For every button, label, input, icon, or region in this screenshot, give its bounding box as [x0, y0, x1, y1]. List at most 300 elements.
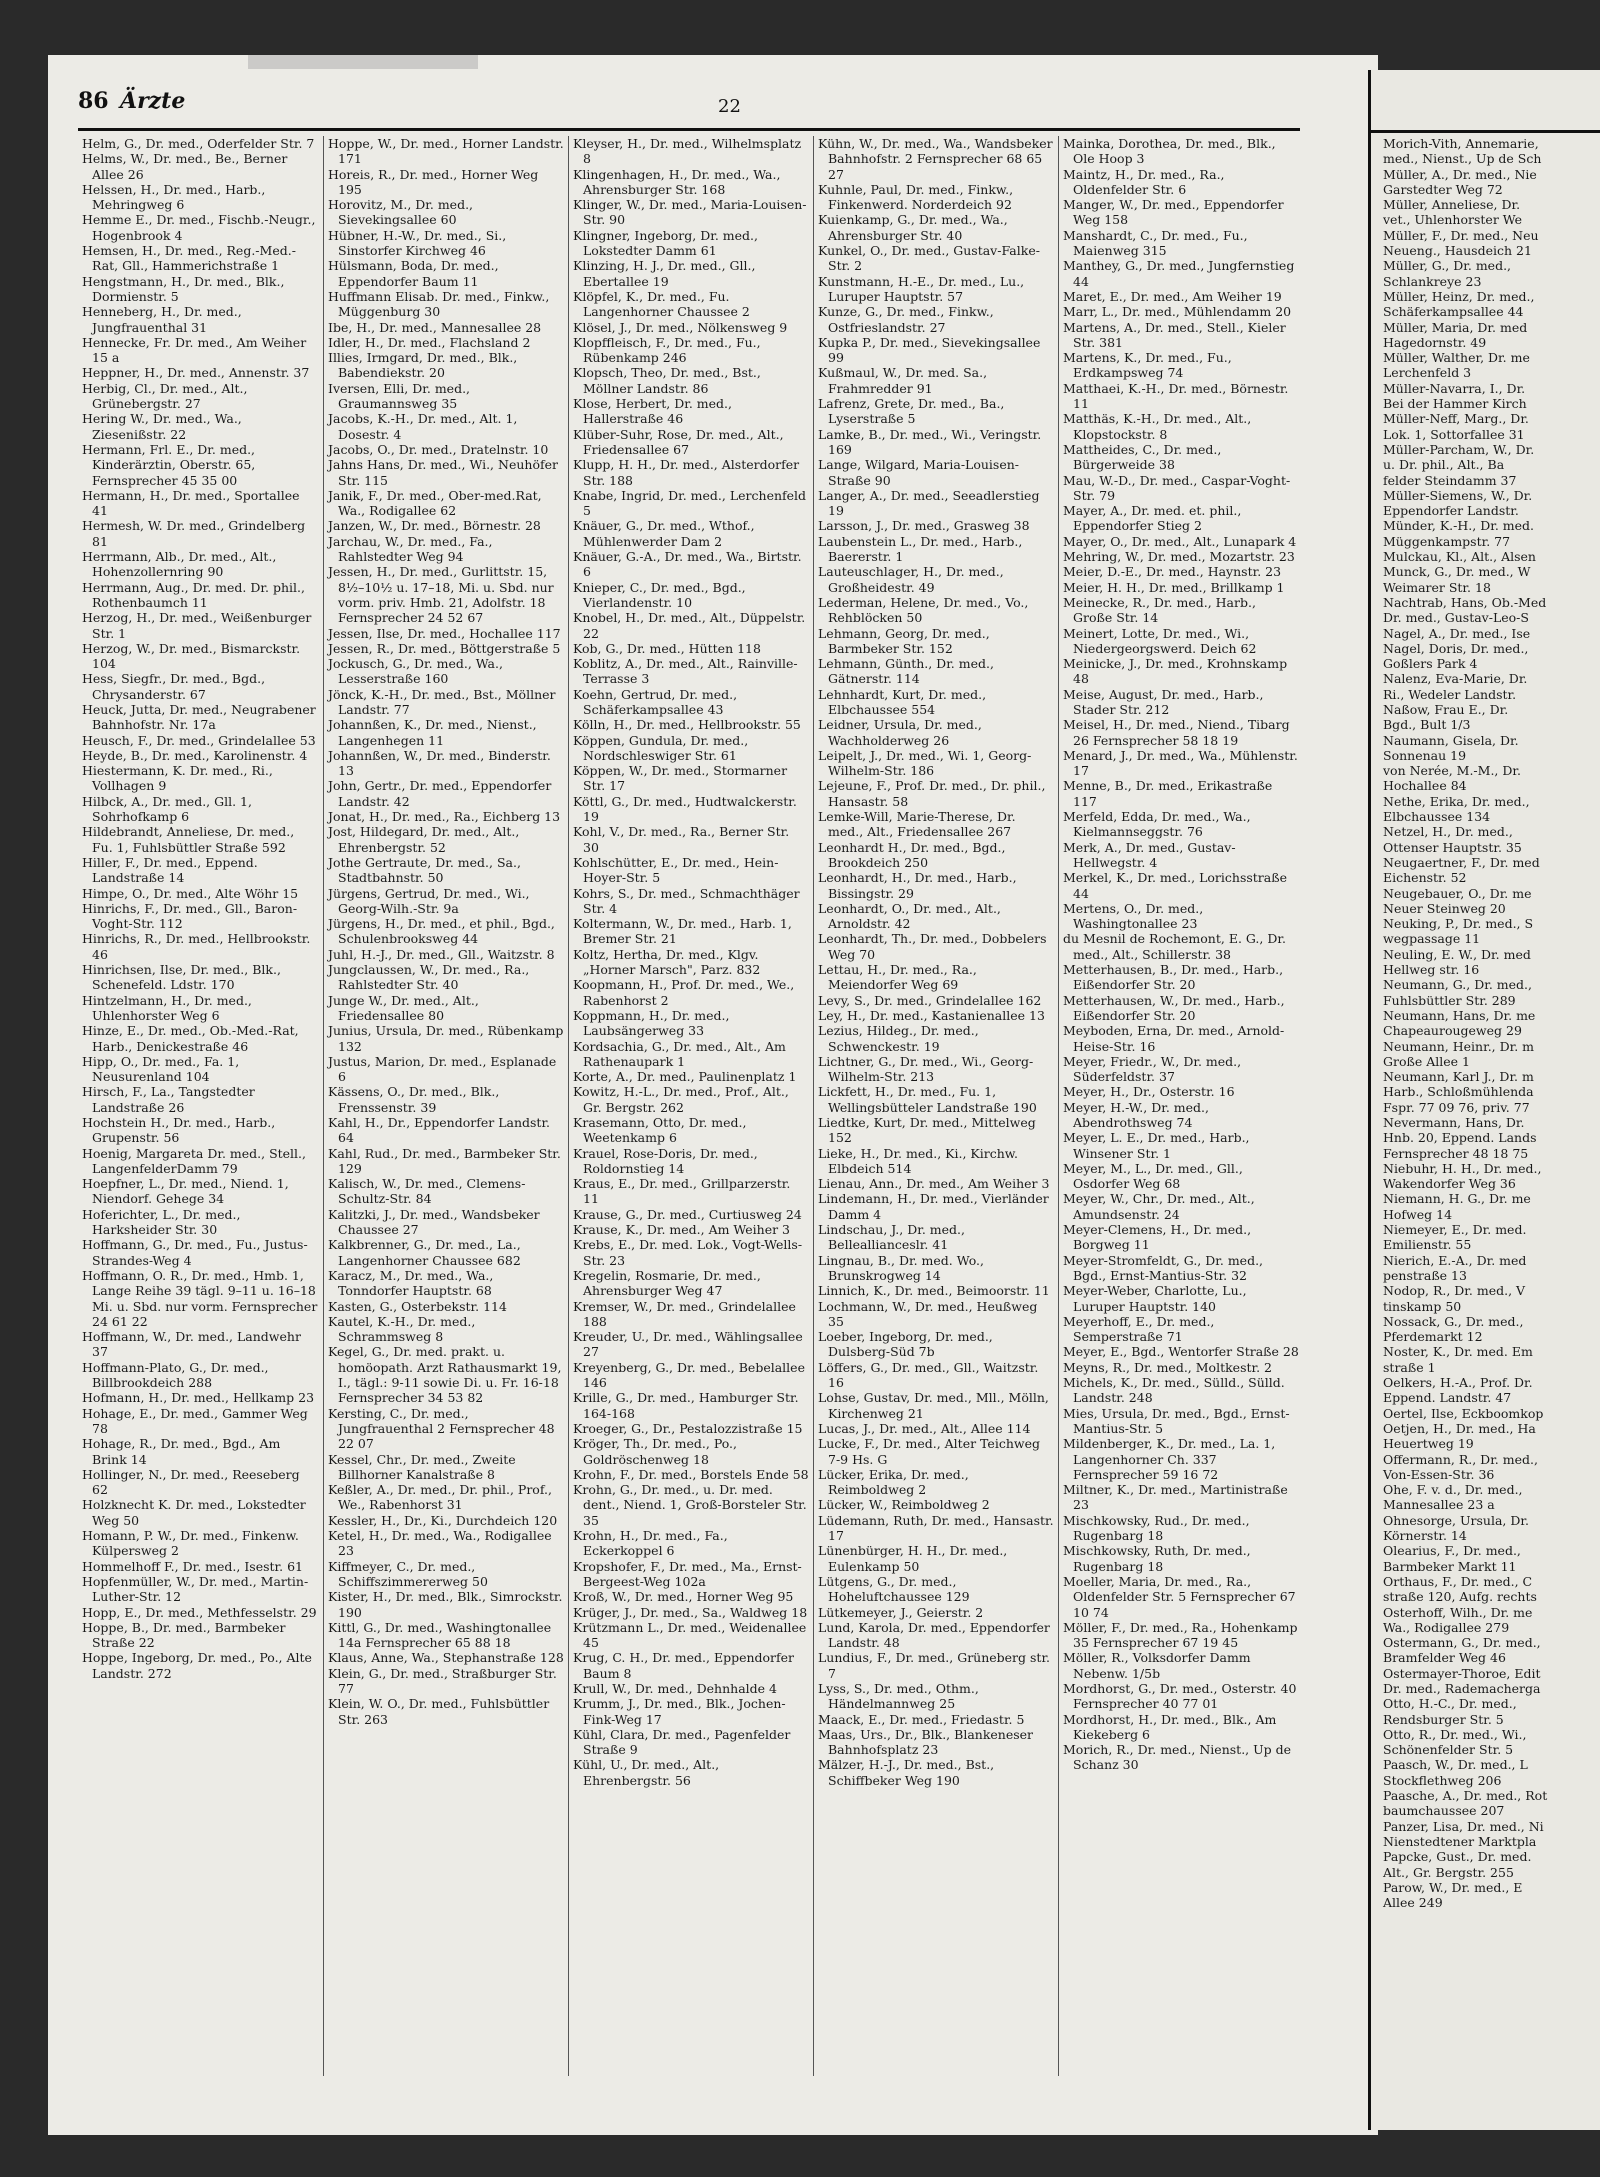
next-page-entry: Sonnenau 19	[1383, 747, 1467, 763]
next-page-entry: Otto, H.-C., Dr. med.,	[1383, 1696, 1517, 1712]
directory-entry: Jessen, Ilse, Dr. med., Hochallee 117	[328, 625, 561, 641]
directory-entry: Krug, C. H., Dr. med., Eppendorfer Baum 8	[573, 1650, 795, 1681]
section-title: Ärzte	[120, 88, 186, 114]
next-page-entry: Allee 249	[1383, 1895, 1443, 1911]
next-page-entry: Münder, K.-H., Dr. med.	[1383, 518, 1535, 534]
directory-entry: Kegel, G., Dr. med. prakt. u. homöopath. Arzt Rathausmarkt 19, I., tägl.: 9-11 sowie Di. u. Fr. 16-18 Fernsprecher 34 53 82	[328, 1344, 562, 1406]
directory-entry: Kroß, W., Dr. med., Horner Weg 95	[573, 1589, 794, 1605]
directory-entry: Kittl, G., Dr. med., Washingtonallee 14a Fernsprecher 65 88 18	[328, 1619, 552, 1651]
directory-entry: Lingnau, B., Dr. med. Wo., Brunskrogweg 14	[818, 1252, 984, 1283]
directory-entry: Krebs, E., Dr. med. Lok., Vogt-Wells-Str. 23	[573, 1237, 803, 1268]
directory-entry: Janik, F., Dr. med., Ober-med.Rat, Wa., Rodigallee 62	[328, 487, 542, 519]
next-page-entry: Neumann, Hans, Dr. me	[1383, 1007, 1536, 1023]
next-page-entry: Garstedter Weg 72	[1383, 181, 1503, 197]
directory-entry: Jürgens, Gertrud, Dr. med., Wi., Georg-Wilh.-Str. 9a	[328, 885, 530, 916]
next-page-entry: Emilienstr. 55	[1383, 1237, 1472, 1253]
next-page-entry: Müller-Siemens, W., Dr.	[1383, 487, 1533, 503]
directory-entry: Horovitz, M., Dr. med., Sievekingsallee 60	[328, 197, 474, 228]
directory-entry: Klingenhagen, H., Dr. med., Wa., Ahrensburger Str. 168	[573, 166, 781, 197]
next-page-entry: Oelkers, H.-A., Prof. Dr.	[1383, 1375, 1533, 1391]
directory-entry: Jönck, K.-H., Dr. med., Bst., Möllner Landstr. 77	[328, 686, 556, 717]
next-page-entry: Große Allee 1	[1383, 1053, 1470, 1069]
directory-entry: Mainka, Dorothea, Dr. med., Blk., Ole Hoop 3	[1063, 136, 1276, 167]
directory-entry: Lochmann, W., Dr. med., Heußweg 35	[818, 1298, 1038, 1329]
directory-entry: Hemme E., Dr. med., Fischb.-Neugr., Hogenbrook 4	[82, 212, 316, 243]
next-page-entry: Müggenkampstr. 77	[1383, 533, 1511, 549]
directory-entry: Klopsch, Theo, Dr. med., Bst., Möllner Landstr. 86	[573, 365, 761, 396]
directory-entry: Hoffmann-Plato, G., Dr. med., Billbrookdeich 288	[82, 1359, 269, 1391]
directory-entry: Hollinger, N., Dr. med., Reeseberg 62	[82, 1466, 300, 1498]
next-page-strip	[1368, 70, 1600, 2130]
directory-entry: Kessel, Chr., Dr. med., Zweite Billhorner Kanalstraße 8	[328, 1451, 516, 1482]
directory-entry: Mayer, O., Dr. med., Alt., Lunapark 4	[1063, 533, 1297, 549]
directory-entry: Klinger, W., Dr. med., Maria-Louisen-Str. 90	[573, 197, 807, 228]
directory-entry: Henneberg, H., Dr. med., Jungfrauenthal 31	[82, 304, 242, 335]
next-page-entry: Nodop, R., Dr. med., V	[1383, 1283, 1526, 1299]
directory-entry: Leipelt, J., Dr. med., Wi. 1, Georg-Wilhelm-Str. 186	[818, 747, 1032, 779]
directory-entry: Hopfenmüller, W., Dr. med., Martin-Luther-Str. 12	[82, 1573, 309, 1605]
next-page-entry: Bgd., Bult 1/3	[1383, 717, 1471, 733]
directory-entry: Menard, J., Dr. med., Wa., Mühlenstr. 17	[1063, 747, 1298, 779]
directory-entry: Kuienkamp, G., Dr. med., Wa., Ahrensburger Str. 40	[818, 212, 1008, 243]
directory-entry: Hoffmann, G., Dr. med., Fu., Justus-Strandes-Weg 4	[82, 1237, 308, 1268]
directory-entry: Ibe, H., Dr. med., Mannesallee 28	[328, 319, 542, 335]
directory-entry: Matthaei, K.-H., Dr. med., Börnestr. 11	[1063, 380, 1289, 412]
directory-entry: Lehmann, Georg, Dr. med., Barmbeker Str. 152	[818, 625, 990, 656]
column-3	[568, 136, 809, 2076]
next-page-entry: Rendsburger Str. 5	[1383, 1711, 1504, 1727]
next-page-entry: felder Steindamm 37	[1383, 472, 1517, 488]
directory-entry: Kühn, W., Dr. med., Wa., Wandsbeker Bahnhofstr. 2 Fernsprecher 68 65 27	[818, 136, 1053, 182]
directory-entry: Meyer, H.-W., Dr. med., Abendrothsweg 74	[1063, 1099, 1209, 1130]
directory-entry: Kohrs, S., Dr. med., Schmachthäger Str. 4	[573, 885, 800, 916]
next-page-entry: Goßlers Park 4	[1383, 656, 1478, 672]
next-page-entry: Pferdemarkt 12	[1383, 1329, 1483, 1345]
directory-entry: Kiffmeyer, C., Dr. med., Schiffszimmererweg 50	[328, 1558, 488, 1589]
directory-entry: Hinze, E., Dr. med., Ob.-Med.-Rat, Harb., Denickestraße 46	[82, 1023, 299, 1054]
directory-entry: Hinrichsen, Ilse, Dr. med., Blk., Schenefeld. Ldstr. 170	[82, 962, 281, 993]
directory-entry: Hochstein H., Dr. med., Harb., Grupenstr. 56	[82, 1115, 276, 1146]
directory-entry: Kalkbrenner, G., Dr. med., La., Langenhorner Chaussee 682	[328, 1237, 521, 1268]
next-page-entry: Lerchenfeld 3	[1383, 365, 1472, 381]
directory-entry: Hermann, H., Dr. med., Sportallee 41	[82, 487, 300, 519]
directory-entry: Lund, Karola, Dr. med., Eppendorfer Landstr. 48	[818, 1619, 1050, 1651]
directory-entry: Lafrenz, Grete, Dr. med., Ba., Lyserstraße 5	[818, 396, 1005, 427]
directory-entry: Helm, G., Dr. med., Oderfelder Str. 7	[82, 136, 315, 151]
directory-entry: Leonhardt, H., Dr. med., Harb., Bissingstr. 29	[818, 870, 1017, 901]
column-2	[323, 136, 564, 2076]
directory-entry: Langer, A., Dr. med., Seeadlerstieg 19	[818, 487, 1040, 519]
next-page-entry: Stockflethweg 206	[1383, 1772, 1502, 1788]
next-page-entry: Mulckau, Kl., Alt., Alsen	[1383, 549, 1536, 565]
directory-entry: Klein, G., Dr. med., Straßburger Str. 77	[328, 1665, 557, 1696]
next-page-entry: Schlankreye 23	[1383, 273, 1482, 289]
directory-entry: Lauteuschlager, H., Dr. med., Großheidestr. 49	[818, 564, 1004, 595]
directory-entry: Herbig, Cl., Dr. med., Alt., Grünebergstr. 27	[82, 380, 248, 412]
next-page-entry: Nalenz, Eva-Marie, Dr.	[1383, 671, 1528, 687]
next-page-entry: Parow, W., Dr. med., E	[1383, 1879, 1523, 1895]
directory-entry: Lücker, W., Reimboldweg 2	[818, 1497, 990, 1513]
directory-entry: Hermann, Frl. E., Dr. med., Kinderärztin, Oberstr. 65, Fernsprecher 45 35 00	[82, 441, 256, 488]
scan-artifact	[248, 55, 478, 69]
directory-entry: Hohage, E., Dr. med., Gammer Weg 78	[82, 1405, 308, 1436]
directory-entry: Koehn, Gertrud, Dr. med., Schäferkampsallee 43	[573, 686, 738, 717]
directory-entry: Merk, A., Dr. med., Gustav-Hellwegstr. 4	[1063, 839, 1236, 870]
directory-entry: Himpe, O., Dr. med., Alte Wöhr 15	[82, 885, 299, 901]
directory-entry: Knäuer, G.-A., Dr. med., Wa., Birtstr. 6	[573, 549, 802, 580]
directory-entry: Koopmann, H., Prof. Dr. med., We., Rabenhorst 2	[573, 977, 795, 1008]
directory-entry: Knäuer, G., Dr. med., Wthof., Mühlenwerder Dam 2	[573, 518, 755, 549]
next-page-entry: Ostermayer-Thoroe, Edit	[1383, 1665, 1541, 1681]
directory-entry: Hering W., Dr. med., Wa., Ziesenißstr. 22	[82, 411, 242, 442]
directory-entry: Liedtke, Kurt, Dr. med., Mittelweg 152	[818, 1115, 1036, 1146]
next-page-entry: Oertel, Ilse, Eckboomkop	[1383, 1405, 1544, 1421]
next-page-entry: Dr. med., Rademacherga	[1383, 1680, 1541, 1696]
next-page-entry: Nevermann, Hans, Dr.	[1383, 1115, 1525, 1130]
directory-entry: Kropshofer, F., Dr. med., Ma., Ernst-Bergeest-Weg 102a	[573, 1558, 802, 1589]
next-page-entry: Otto, R., Dr. med., Wi.,	[1383, 1726, 1527, 1742]
next-page-entry: Eppendorfer Landstr.	[1383, 503, 1519, 519]
next-page-entry: Paasch, W., Dr. med., L	[1383, 1757, 1528, 1773]
column-5	[1058, 136, 1299, 2076]
directory-entry: Heppner, H., Dr. med., Annenstr. 37	[82, 365, 310, 381]
directory-entry: Kessler, H., Dr., Ki., Durchdeich 120	[328, 1512, 558, 1528]
next-page-entry: Fuhlsbüttler Str. 289	[1383, 992, 1516, 1008]
directory-entry: Morich, R., Dr. med., Nienst., Up de Schanz 30	[1063, 1742, 1292, 1773]
directory-entry: Meier, H. H., Dr. med., Brillkamp 1	[1063, 579, 1285, 595]
directory-entry: Mordhorst, H., Dr. med., Blk., Am Kiekeberg 6	[1063, 1711, 1277, 1742]
directory-entry: Mertens, O., Dr. med., Washingtonallee 23	[1063, 900, 1204, 932]
directory-entry: Hohage, R., Dr. med., Bgd., Am Brink 14	[82, 1436, 281, 1467]
directory-entry: Manshardt, C., Dr. med., Fu., Maienweg 315	[1063, 227, 1248, 259]
directory-entry: Krauel, Rose-Doris, Dr. med., Roldornstieg 14	[573, 1145, 758, 1176]
directory-entry: Kowitz, H.-L., Dr. med., Prof., Alt., Gr. Bergstr. 262	[573, 1084, 789, 1115]
next-page-entry: Barmbeker Markt 11	[1383, 1558, 1517, 1574]
next-page-entry: med., Nienst., Up de Sch	[1383, 151, 1542, 167]
directory-entry: Jessen, H., Dr. med., Gurlittstr. 15, 8½–10½ u. 17–18, Mi. u. Sbd. nur vorm. priv. Hmb. 21, Adolfstr. 18 Fernsprecher 24 52 67	[328, 564, 554, 626]
directory-entry: Maack, E., Dr. med., Friedastr. 5	[818, 1711, 1025, 1727]
page-number: 86	[78, 88, 109, 114]
directory-entry: Meyer, Friedr., W., Dr. med., Süderfeldstr. 37	[1063, 1053, 1242, 1085]
directory-entry: Klein, W. O., Dr. med., Fuhlsbüttler Str. 263	[328, 1696, 550, 1727]
next-page-entry: Ottenser Hauptstr. 35	[1383, 839, 1522, 855]
directory-entry: Matthäs, K.-H., Dr. med., Alt., Klopstockstr. 8	[1063, 411, 1252, 442]
directory-entry: Köttl, G., Dr. med., Hudtwalckerstr. 19	[573, 793, 797, 825]
column-4	[813, 136, 1054, 2076]
next-page-entry: Lok. 1, Sottorfallee 31	[1383, 426, 1525, 442]
directory-entry: Kob, G., Dr. med., Hütten 118	[573, 640, 761, 656]
next-page-entry: Paasche, A., Dr. med., Rot	[1383, 1788, 1548, 1804]
directory-entry: Justus, Marion, Dr. med., Esplanade 6	[328, 1053, 557, 1085]
next-page-entry: Ohe, F. v. d., Dr. med.,	[1383, 1482, 1523, 1498]
directory-entry: Meyer, E., Bgd., Wentorfer Straße 28	[1063, 1344, 1299, 1360]
directory-entry: Jacobs, O., Dr. med., Dratelnstr. 10	[328, 441, 549, 457]
next-page-entry: Nethe, Erika, Dr. med.,	[1383, 793, 1530, 809]
directory-entry: Levy, S., Dr. med., Grindelallee 162	[818, 992, 1042, 1008]
directory-entry: Jürgens, H., Dr. med., et phil., Bgd., Schulenbrooksweg 44	[328, 916, 555, 947]
directory-entry: Lundius, F., Dr. med., Grüneberg str. 7	[818, 1650, 1051, 1681]
directory-entry: Köppen, Gundula, Dr. med., Nordschleswiger Str. 61	[573, 732, 749, 763]
next-page-entry: Neueng., Hausdeich 21	[1383, 243, 1532, 259]
directory-entry: Jacobs, K.-H., Dr. med., Alt. 1, Dosestr. 4	[328, 411, 518, 442]
directory-entry: Lezius, Hildeg., Dr. med., Schwenckestr. 19	[818, 1023, 979, 1054]
directory-entry: Klinzing, H. J., Dr. med., Gll., Ebertallee 19	[573, 258, 756, 289]
next-page-entry: Ohnesorge, Ursula, Dr.	[1383, 1512, 1529, 1528]
directory-entry: Lange, Wilgard, Maria-Louisen-Straße 90	[818, 457, 1020, 488]
directory-entry: Lücker, Erika, Dr. med., Reimboldweg 2	[818, 1466, 969, 1498]
directory-entry: Lejeune, F., Prof. Dr. med., Dr. phil., Hansastr. 58	[818, 778, 1046, 809]
directory-entry: Klopffleisch, F., Dr. med., Fu., Rübenkamp 246	[573, 334, 761, 366]
directory-entry: Heusch, F., Dr. med., Grindelallee 53	[82, 732, 316, 748]
next-page-entry: Nagel, A., Dr. med., Ise	[1383, 625, 1531, 641]
column-1	[78, 136, 318, 2076]
directory-entry: Idler, H., Dr. med., Flachsland 2	[328, 334, 531, 350]
next-page-entry: Fernsprecher 48 18 75	[1383, 1145, 1529, 1161]
directory-entry: Kroeger, G., Dr., Pestalozzistraße 15	[573, 1420, 803, 1436]
directory-entry: Meyer-Clemens, H., Dr. med., Borgweg 11	[1063, 1222, 1252, 1253]
directory-entry: Mattheides, C., Dr. med., Bürgerweide 38	[1063, 441, 1222, 473]
directory-entry: Jockusch, G., Dr. med., Wa., Lesserstraße 160	[328, 656, 503, 687]
next-page-entry: Neumann, G., Dr. med.,	[1383, 977, 1532, 993]
directory-entry: Jungclaussen, W., Dr. med., Ra., Rahlstedter Str. 40	[328, 962, 530, 993]
next-page-entry: Panzer, Lisa, Dr. med., Ni	[1383, 1818, 1544, 1834]
directory-entry: Löffers, G., Dr. med., Gll., Waitzstr. 16	[818, 1359, 1039, 1391]
directory-entry: Herrmann, Alb., Dr. med., Alt., Hohenzollernring 90	[82, 549, 277, 580]
directory-entry: Hildebrandt, Anneliese, Dr. med., Fu. 1, Fuhlsbüttler Straße 592	[82, 824, 295, 855]
directory-entry: Hintzelmann, H., Dr. med., Uhlenhorster Weg 6	[82, 992, 252, 1023]
next-page-entry: Müller-Navarra, I., Dr.	[1383, 380, 1526, 396]
next-page-entry: Naßow, Frau E., Dr.	[1383, 701, 1509, 717]
directory-entry: Krause, G., Dr. med., Curtiusweg 24	[573, 1206, 802, 1222]
directory-entry: Hopp, E., Dr. med., Methfesselstr. 29	[82, 1604, 317, 1620]
next-page-entry: Neuling, E. W., Dr. med	[1383, 946, 1531, 962]
directory-entry: Lindschau, J., Dr. med., Belleallianceslr. 41	[818, 1222, 965, 1253]
next-page-entry: Hochallee 84	[1383, 778, 1467, 794]
directory-entry: Hermesh, W. Dr. med., Grindelberg 81	[82, 518, 306, 549]
directory-entry: Johannßen, K., Dr. med., Nienst., Langenhegen 11	[328, 717, 537, 748]
directory-entry: Martens, K., Dr. med., Fu., Erdkampsweg 74	[1063, 350, 1232, 381]
next-page-entry: Neumann, Heinr., Dr. m	[1383, 1038, 1535, 1054]
directory-entry: Heyde, B., Dr. med., Karolinenstr. 4	[82, 747, 308, 763]
directory-entry: Kunstmann, H.-E., Dr. med., Lu., Luruper Hauptstr. 57	[818, 273, 1025, 304]
next-page-entry: Nossack, G., Dr. med.,	[1383, 1313, 1524, 1329]
directory-entry: Illies, Irmgard, Dr. med., Blk., Babendiekstr. 20	[328, 350, 518, 381]
next-page-entry: Weimarer Str. 18	[1383, 579, 1491, 595]
directory-entry: Iversen, Elli, Dr. med., Graumannsweg 35	[328, 380, 471, 412]
next-page-entry: Harb., Schloßmühlenda	[1383, 1084, 1534, 1100]
directory-entry: Leidner, Ursula, Dr. med., Wachholderweg 26	[818, 717, 982, 748]
directory-entry: Leonhardt, Th., Dr. med., Dobbelers Weg 70	[818, 931, 1047, 962]
directory-entry: Lehmann, Günth., Dr. med., Gätnerstr. 114	[818, 656, 994, 687]
directory-entry: Metterhausen, B., Dr. med., Harb., Eißendorfer Str. 20	[1063, 962, 1284, 993]
directory-entry: Hiller, F., Dr. med., Eppend. Landstraße 14	[82, 854, 258, 886]
directory-entry: Kässens, O., Dr. med., Blk., Frenssenstr. 39	[328, 1084, 500, 1115]
directory-entry: Meinicke, J., Dr. med., Krohnskamp 48	[1063, 656, 1288, 687]
next-page-entry: Müller, A., Dr. med., Nie	[1383, 166, 1537, 182]
next-page-entry: Elbchaussee 134	[1383, 809, 1491, 825]
directory-entry: Miltner, K., Dr. med., Martinistraße 23	[1063, 1482, 1288, 1513]
directory-entry: Michels, K., Dr. med., Sülld., Sülld. Landstr. 248	[1063, 1375, 1285, 1406]
directory-entry: Hiestermann, K. Dr. med., Ri., Vollhagen 9	[82, 763, 273, 794]
next-page-entry: Hnb. 20, Eppend. Lands	[1383, 1130, 1537, 1146]
next-page-entry: Alt., Gr. Bergstr. 255	[1383, 1864, 1514, 1880]
directory-entry: Kölln, H., Dr. med., Hellbrookstr. 55	[573, 717, 801, 733]
directory-entry: Leonhardt, O., Dr. med., Alt., Arnoldstr. 42	[818, 900, 1001, 932]
directory-entry: Hengstmann, H., Dr. med., Blk., Dormienstr. 5	[82, 273, 285, 304]
next-page-entry: straße 1	[1383, 1359, 1436, 1375]
directory-entry: Knabe, Ingrid, Dr. med., Lerchenfeld 5	[573, 487, 807, 519]
directory-entry: du Mesnil de Rochemont, E. G., Dr. med., Alt., Schillerstr. 38	[1063, 931, 1286, 962]
directory-entry: Lohse, Gustav, Dr. med., Mll., Mölln, Kirchenweg 21	[818, 1390, 1049, 1421]
directory-entry: Karacz, M., Dr. med., Wa., Tonndorfer Hauptstr. 68	[328, 1267, 494, 1299]
directory-entry: Martens, A., Dr. med., Stell., Kieler Str. 381	[1063, 319, 1286, 350]
directory-entry: Lyss, S., Dr. med., Othm., Händelmannweg 25	[818, 1680, 979, 1712]
next-page-entry: Olearius, F., Dr. med.,	[1383, 1543, 1521, 1559]
directory-entry: Kohl, V., Dr. med., Ra., Berner Str. 30	[573, 824, 790, 855]
directory-entry: Kühl, U., Dr. med., Alt., Ehrenbergstr. 56	[573, 1757, 720, 1788]
directory-entry: Lünenbürger, H. H., Dr. med., Eulenkamp 50	[818, 1543, 1008, 1574]
directory-entry: Hoffmann, O. R., Dr. med., Hmb. 1, Lange Reihe 39 tägl. 9–11 u. 16–18 Mi. u. Sbd. nur vorm. Fernsprecher 24 61 22	[82, 1267, 318, 1329]
directory-entry: Kraus, E., Dr. med., Grillparzerstr. 11	[573, 1176, 791, 1207]
directory-entry: Holzknecht K. Dr. med., Lokstedter Weg 50	[82, 1497, 306, 1528]
directory-entry: Lamke, B., Dr. med., Wi., Veringstr. 169	[818, 426, 1042, 457]
directory-entry: Hofmann, H., Dr. med., Hellkamp 23	[82, 1390, 315, 1406]
directory-entry: Merkel, K., Dr. med., Lorichsstraße 44	[1063, 870, 1287, 901]
next-page-entry: Eichenstr. 52	[1383, 870, 1467, 886]
next-page-entry: Nienstedtener Marktpla	[1383, 1833, 1537, 1849]
next-page-entry: Müller, F., Dr. med., Neu	[1383, 227, 1539, 243]
directory-entry: Maret, E., Dr. med., Am Weiher 19	[1063, 288, 1282, 304]
directory-entry: Hoenig, Margareta Dr. med., Stell., LangenfelderDamm 79	[82, 1145, 306, 1176]
directory-entry: Hinrichs, R., Dr. med., Hellbrookstr. 46	[82, 931, 311, 962]
directory-entry: Lieke, H., Dr. med., Ki., Kirchw. Elbdeich 514	[818, 1145, 1018, 1176]
directory-entry: Krohn, G., Dr. med., u. Dr. med. dent., Niend. 1, Groß-Borsteler Str. 35	[573, 1482, 807, 1528]
directory-entry: Hemsen, H., Dr. med., Reg.-Med.-Rat, Gll., Hammerichstraße 1	[82, 243, 296, 274]
directory-entry: Menne, B., Dr. med., Erikastraße 117	[1063, 778, 1273, 809]
directory-entry: Köppen, W., Dr. med., Stormarner Str. 17	[573, 763, 788, 794]
directory-entry: Krause, K., Dr. med., Am Weiher 3	[573, 1222, 791, 1238]
directory-entry: Herrmann, Aug., Dr. med. Dr. phil., Rothenbaumch 11	[82, 579, 305, 610]
directory-entry: Helssen, H., Dr. med., Harb., Mehringweg 6	[82, 181, 266, 213]
next-page-entry: Munck, G., Dr. med., W	[1383, 564, 1531, 580]
next-page-entry: Nierich, E.-A., Dr. med	[1383, 1252, 1527, 1268]
directory-entry: Klose, Herbert, Dr. med., Hallerstraße 46	[573, 396, 733, 427]
next-page-entry: Neumann, Karl J., Dr. m	[1383, 1069, 1534, 1085]
next-page-entry: Morich-Vith, Annemarie,	[1383, 136, 1539, 151]
directory-entry: Hennecke, Fr. Dr. med., Am Weiher 15 a	[82, 334, 307, 366]
header-rule	[78, 128, 1300, 131]
directory-entry: Krützmann L., Dr. med., Weidenallee 45	[573, 1619, 807, 1651]
directory-entry: Krull, W., Dr. med., Dehnhalde 4	[573, 1680, 777, 1696]
directory-entry: Knobel, H., Dr. med., Alt., Düppelstr. 22	[573, 610, 806, 641]
directory-entry: Meinert, Lotte, Dr. med., Wi., Niedergeorgswerd. Deich 62	[1063, 625, 1257, 656]
directory-entry: Marr, L., Dr. med., Mühlendamm 20	[1063, 304, 1292, 320]
directory-entry: Huffmann Elisab. Dr. med., Finkw., Müggenburg 30	[328, 288, 550, 320]
directory-entry: Junius, Ursula, Dr. med., Rübenkamp 132	[328, 1023, 564, 1054]
directory-entry: Kröger, Th., Dr. med., Po., Goldröschenweg 18	[573, 1436, 737, 1467]
directory-entry: Larsson, J., Dr. med., Grasweg 38	[818, 518, 1030, 534]
directory-entry: Mies, Ursula, Dr. med., Bgd., Ernst-Mantius-Str. 5	[1063, 1405, 1290, 1436]
directory-entry: Johannßen, W., Dr. med., Binderstr. 13	[328, 747, 551, 779]
directory-entry: Klöpfel, K., Dr. med., Fu. Langenhorner Chaussee 2	[573, 288, 750, 320]
next-page-entry: Müller, G., Dr. med.,	[1383, 258, 1512, 274]
directory-entry: Koltermann, W., Dr. med., Harb. 1, Bremer Str. 21	[573, 916, 792, 947]
directory-entry: Krüger, J., Dr. med., Sa., Waldweg 18	[573, 1604, 808, 1620]
next-page-entry: vet., Uhlenhorster We	[1383, 212, 1522, 228]
next-page-entry: Ri., Wedeler Landstr.	[1383, 686, 1517, 702]
directory-entry: Lüdemann, Ruth, Dr. med., Hansastr. 17	[818, 1512, 1054, 1544]
directory-entry: Meise, August, Dr. med., Harb., Stader Str. 212	[1063, 686, 1264, 717]
next-page-entry: Müller, Maria, Dr. med	[1383, 319, 1528, 335]
directory-entry: Klaus, Anne, Wa., Stephanstraße 128	[328, 1650, 564, 1666]
next-page-entry: Mannesallee 23 a	[1383, 1497, 1495, 1513]
directory-entry: Janzen, W., Dr. med., Börnestr. 28	[328, 518, 541, 534]
next-page-entry: Hagedornstr. 49	[1383, 334, 1487, 350]
directory-entry: Kasten, G., Osterbekstr. 114	[328, 1298, 507, 1314]
directory-entry: Krille, G., Dr. med., Hamburger Str. 164-168	[573, 1390, 799, 1421]
directory-entry: Kalisch, W., Dr. med., Clemens-Schultz-Str. 84	[328, 1176, 526, 1207]
directory-entry: Möller, F., Dr. med., Ra., Hohenkamp 35 Fernsprecher 67 19 45	[1063, 1619, 1298, 1651]
next-page-entry: Nagel, Doris, Dr. med.,	[1383, 640, 1529, 656]
directory-entry: Meyer, H., Dr., Osterstr. 16	[1063, 1084, 1235, 1100]
next-page-entry: Neugaertner, F., Dr. med	[1383, 854, 1540, 870]
next-page-entry: Wakendorfer Weg 36	[1383, 1176, 1516, 1192]
directory-entry: Koblitz, A., Dr. med., Alt., Rainville-Terrasse 3	[573, 656, 798, 687]
next-page-entry: Nachtrab, Hans, Ob.-Med	[1383, 594, 1547, 610]
directory-entry: John, Gertr., Dr. med., Eppendorfer Landstr. 42	[328, 778, 552, 809]
next-page-entry: penstraße 13	[1383, 1267, 1467, 1283]
directory-entry: Herzog, W., Dr. med., Bismarckstr. 104	[82, 640, 301, 672]
directory-entry: Mayer, A., Dr. med. et. phil., Eppendorfer Stieg 2	[1063, 503, 1242, 534]
directory-entry: Krohn, F., Dr. med., Borstels Ende 58	[573, 1466, 809, 1482]
directory-entry: Klüber-Suhr, Rose, Dr. med., Alt., Friedensallee 67	[573, 426, 784, 457]
directory-entry: Krumm, J., Dr. med., Blk., Jochen-Fink-Weg 17	[573, 1696, 786, 1727]
directory-entry: Ley, H., Dr. med., Kastanienallee 13	[818, 1007, 1045, 1023]
next-page-entry: Chapeaurougeweg 29	[1383, 1023, 1522, 1039]
directory-entry: Mischkowsky, Rud., Dr. med., Rugenbarg 18	[1063, 1512, 1250, 1544]
directory-entry: Krohn, H., Dr. med., Fa., Eckerkoppel 6	[573, 1528, 728, 1559]
directory-entry: Kister, H., Dr. med., Blk., Simrockstr. 190	[328, 1589, 563, 1620]
directory-entry: Meier, D.-E., Dr. med., Haynstr. 23	[1063, 564, 1282, 580]
directory-entry: Meyer, M., L., Dr. med., Gll., Osdorfer Weg 68	[1063, 1160, 1243, 1192]
directory-entry: Lettau, H., Dr. med., Ra., Meiendorfer Weg 69	[818, 962, 977, 993]
directory-entry: Hoepfner, L., Dr. med., Niend. 1, Niendorf. Gehege 34	[82, 1176, 289, 1207]
directory-entry: Koppmann, H., Dr. med., Laubsängerweg 33	[573, 1007, 730, 1039]
directory-entry: Kuhnle, Paul, Dr. med., Finkw., Finkenwerd. Norderdeich 92	[818, 181, 1014, 213]
directory-entry: Klösel, J., Dr. med., Nölkensweg 9	[573, 319, 788, 335]
directory-entry: Hoferichter, L., Dr. med., Harksheider Str. 30	[82, 1206, 241, 1238]
center-page-number: 22	[718, 96, 741, 117]
next-page-entry: Dr. med., Gustav-Leo-S	[1383, 610, 1529, 626]
next-page-entry: Hofweg 14	[1383, 1206, 1453, 1222]
next-page-rule	[1371, 130, 1600, 133]
directory-entry: Kreyenberg, G., Dr. med., Bebelallee 146	[573, 1359, 805, 1391]
directory-entry: Krasemann, Otto, Dr. med., Weetenkamp 6	[573, 1115, 747, 1146]
directory-entry: Koltz, Hertha, Dr. med., Klgv. „Horner Marsch", Parz. 832	[573, 946, 761, 978]
directory-entry: Lucas, J., Dr. med., Alt., Allee 114	[818, 1420, 1031, 1436]
directory-entry: Maas, Urs., Dr., Blk., Blankeneser Bahnhofsplatz 23	[818, 1726, 1034, 1758]
directory-entry: Jothe Gertraute, Dr. med., Sa., Stadtbahnstr. 50	[328, 854, 521, 886]
directory-entry: Lickfett, H., Dr. med., Fu. 1, Wellingsbütteler Landstraße 190	[818, 1084, 1037, 1115]
directory-entry: Klupp, H. H., Dr. med., Alsterdorfer Str. 188	[573, 457, 800, 488]
next-page-entry: Fspr. 77 09 76, priv. 77	[1383, 1099, 1530, 1115]
directory-entry: Hoppe, Ingeborg, Dr. med., Po., Alte Landstr. 272	[82, 1650, 312, 1681]
directory-entry: Lichtner, G., Dr. med., Wi., Georg-Wilhelm-Str. 213	[818, 1053, 1034, 1085]
directory-entry: Lienau, Ann., Dr. med., Am Weiher 3	[818, 1176, 1050, 1192]
directory-entry: Kohlschütter, E., Dr. med., Hein-Hoyer-Str. 5	[573, 854, 779, 886]
directory-entry: Mordhorst, G., Dr. med., Osterstr. 40 Fernsprecher 40 77 01	[1063, 1680, 1297, 1712]
next-page-entry: wegpassage 11	[1383, 931, 1481, 947]
